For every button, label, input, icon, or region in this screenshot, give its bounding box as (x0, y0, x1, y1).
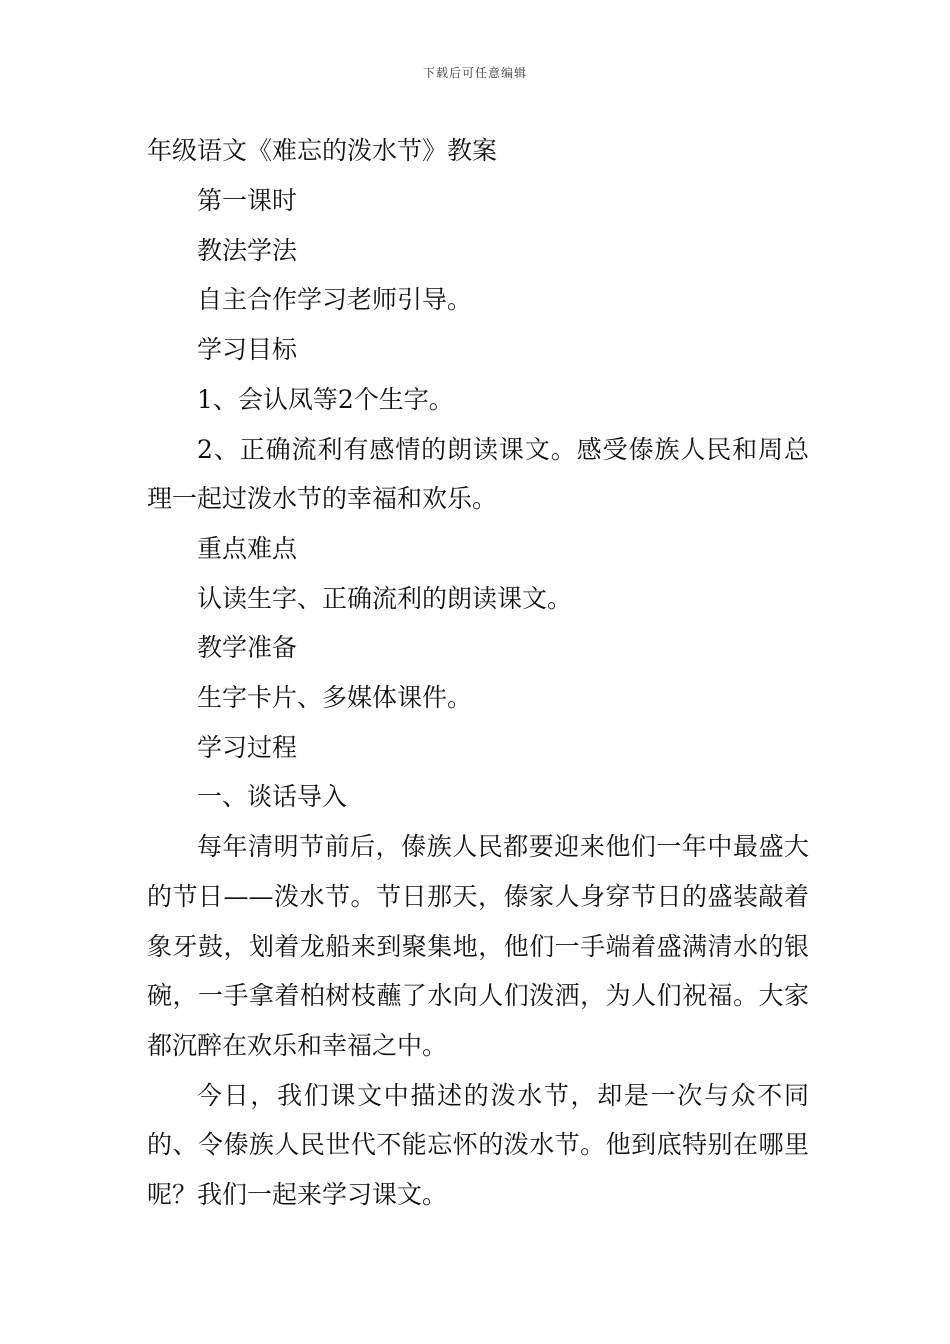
paragraph-intro-closing: 今日，我们课文中描述的泼水节，却是一次与众不同的、令傣族人民世代不能忘怀的泼水节。他到底特别在哪里呢？我们一起来学习课文。 (147, 1080, 809, 1210)
paragraph-process-heading: 学习过程 (197, 732, 298, 762)
paragraph-preparation-heading: 教学准备 (197, 633, 298, 663)
paragraph-goals-heading: 学习目标 (197, 335, 298, 365)
paragraph-goal-1: 1、会认凤等2个生字。 (197, 384, 454, 414)
paragraph-intro-heading: 一、谈话导入 (197, 782, 348, 812)
paragraph-key-points-heading: 重点难点 (197, 533, 298, 563)
page-header-note: 下载后可任意编辑 (422, 66, 527, 80)
paragraph-key-points-text: 认读生字、正确流利的朗读课文。 (197, 583, 573, 613)
paragraph-goal-2: 2、正确流利有感情的朗读课文。感受傣族人民和周总理一起过泼水节的幸福和欢乐。 (147, 434, 809, 514)
paragraph-preparation-text: 生字卡片、多媒体课件。 (197, 683, 473, 713)
paragraph-method-text: 自主合作学习老师引导。 (197, 285, 473, 315)
document-body (147, 126, 809, 1220)
document-title: 年级语文《难忘的泼水节》教案 (147, 136, 498, 165)
paragraph-lesson-period: 第一课时 (197, 186, 298, 215)
paragraph-intro-text: 每年清明节前后，傣族人民都要迎来他们一年中最盛大的节日——泼水节。节日那天，傣家人身穿节日的盛装敲着象牙鼓，划着龙船来到聚集地，他们一手端着盛满清水的银碗，一手拿着柏树枝蘸了水向人们泼洒，为人们祝福。大家都沉醉在欢乐和幸福之中。 (147, 832, 809, 1060)
paragraph-method-heading: 教法学法 (197, 235, 298, 265)
